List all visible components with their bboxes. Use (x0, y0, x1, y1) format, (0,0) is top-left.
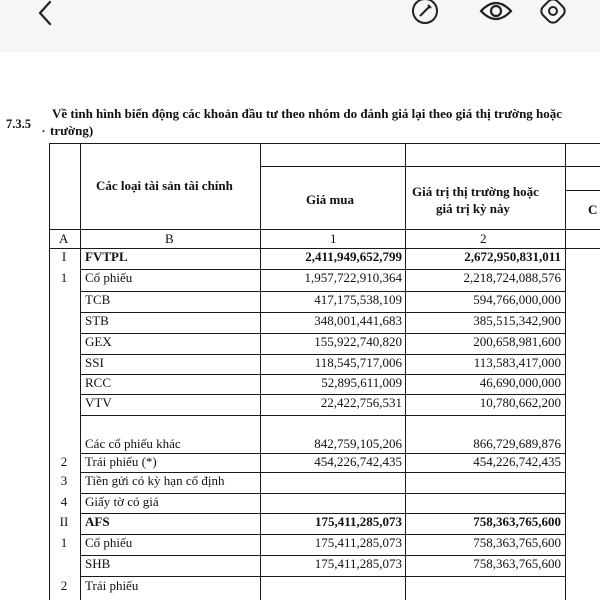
row-market-value: 2,672,950,831,011 (464, 249, 561, 264)
row-asset-name: TCB (85, 292, 111, 307)
grid-hline-row (80, 333, 565, 334)
grid-hline-header-bottom (49, 229, 600, 230)
row-asset-name: GEX (85, 334, 112, 349)
header-market-value-line-2: giá trị kỳ này (436, 201, 511, 216)
grid-hline-row (80, 513, 565, 514)
row-purchase-price: 454,226,742,435 (314, 454, 402, 469)
grid-hline-row (80, 534, 565, 535)
row-market-value: 758,363,765,600 (473, 514, 561, 529)
row-index: 3 (60, 473, 68, 488)
header-purchase-price: Giá mua (306, 192, 355, 207)
grid-vline-market (565, 143, 566, 600)
row-asset-name: Cổ phiếu (85, 535, 133, 550)
row-purchase-price: 842,759,105,206 (314, 436, 402, 451)
row-purchase-price: 52,895,611,009 (321, 375, 402, 390)
row-index: 1 (60, 535, 68, 550)
row-asset-name: Giấy tờ có giá (85, 494, 159, 509)
row-purchase-price: 22,422,756,531 (320, 395, 402, 410)
row-asset-name: Trái phiếu (85, 578, 139, 593)
row-purchase-price: 155,922,740,820 (314, 334, 402, 349)
row-purchase-price: 175,411,285,073 (314, 514, 402, 529)
row-asset-name: Các cổ phiếu khác (85, 436, 181, 451)
row-market-value: 594,766,000,000 (473, 292, 561, 307)
row-purchase-price: 118,545,717,006 (314, 355, 402, 370)
header-market-value-line-1: Giá trị thị trường hoặc (412, 184, 539, 199)
row-market-value: 866,729,689,876 (473, 436, 561, 451)
grid-hline-row (80, 374, 565, 375)
row-purchase-price: 175,411,285,073 (314, 535, 402, 550)
grid-hline-row (80, 394, 565, 395)
grid-hline-row (80, 493, 565, 494)
row-market-value: 758,363,765,600 (473, 535, 561, 550)
grid-hline-row (80, 312, 565, 313)
header-asset-type: Các loại tài sản tài chính (96, 178, 233, 193)
row-asset-name: Trái phiếu (*) (85, 454, 157, 469)
grid-vline-name (260, 143, 261, 600)
row-asset-name: RCC (85, 375, 112, 390)
row-market-value: 113,583,417,000 (473, 355, 561, 370)
row-purchase-price: 2,411,949,652,799 (305, 249, 402, 264)
index-col-b: B (165, 231, 174, 246)
row-asset-name: FVTPL (85, 249, 128, 264)
grid-hline-row (80, 576, 565, 577)
row-index: 2 (60, 454, 68, 469)
row-asset-name: AFS (85, 514, 110, 529)
row-index: II (59, 514, 69, 529)
row-market-value: 385,515,342,900 (473, 313, 561, 328)
row-index: 2 (60, 578, 68, 593)
grid-hline-row (80, 354, 565, 355)
row-asset-name: SSI (85, 355, 104, 370)
index-col-a: A (59, 231, 69, 246)
section-dot: . (42, 121, 45, 135)
grid-hline-row (80, 555, 565, 556)
grid-hline-partial (565, 190, 600, 191)
row-market-value: 758,363,765,600 (473, 556, 561, 571)
index-col-1: 1 (330, 231, 337, 246)
row-market-value: 46,690,000,000 (479, 375, 561, 390)
section-number: 7.3.5 (6, 117, 31, 131)
row-asset-name: SHB (85, 556, 111, 571)
row-asset-name: VTV (85, 395, 112, 410)
grid-hline-row (80, 269, 565, 270)
row-market-value: 2,218,724,088,576 (463, 270, 561, 285)
grid-hline-index-bottom (49, 248, 600, 249)
row-purchase-price: 1,957,722,910,364 (304, 270, 402, 285)
grid-hline-row (80, 291, 565, 292)
row-market-value: 454,226,742,435 (473, 454, 561, 469)
grid-hline-row (80, 453, 565, 454)
row-asset-name: Tiền gửi có kỳ hạn cố định (85, 473, 225, 488)
row-index: I (61, 249, 67, 264)
row-index: 4 (60, 494, 68, 509)
grid-hline-row (80, 472, 565, 473)
row-market-value: 10,780,662,200 (479, 395, 561, 410)
grid-vline-buy (405, 143, 406, 600)
section-heading-line-2: trường) (50, 123, 94, 138)
row-purchase-price: 348,001,441,683 (314, 313, 402, 328)
grid-hline-row (80, 415, 565, 416)
index-col-2: 2 (480, 231, 487, 246)
grid-hline-top (49, 143, 600, 144)
row-purchase-price: 175,411,285,073 (314, 556, 402, 571)
header-partial-column: C (588, 202, 598, 217)
grid-vline-idx (80, 143, 81, 600)
row-index: 1 (60, 270, 68, 285)
row-asset-name: STB (85, 313, 109, 328)
row-market-value: 200,658,981,600 (473, 334, 561, 349)
grid-hline-subheader (260, 166, 600, 167)
section-heading-line-1: Về tình hình biến động các khoản đầu tư theo nhóm do đánh giá lại theo giá thị trường hoặc (52, 106, 563, 121)
grid-vline-left (49, 143, 50, 600)
row-purchase-price: 417,175,538,109 (314, 292, 402, 307)
row-asset-name: Cổ phiếu (85, 270, 133, 285)
